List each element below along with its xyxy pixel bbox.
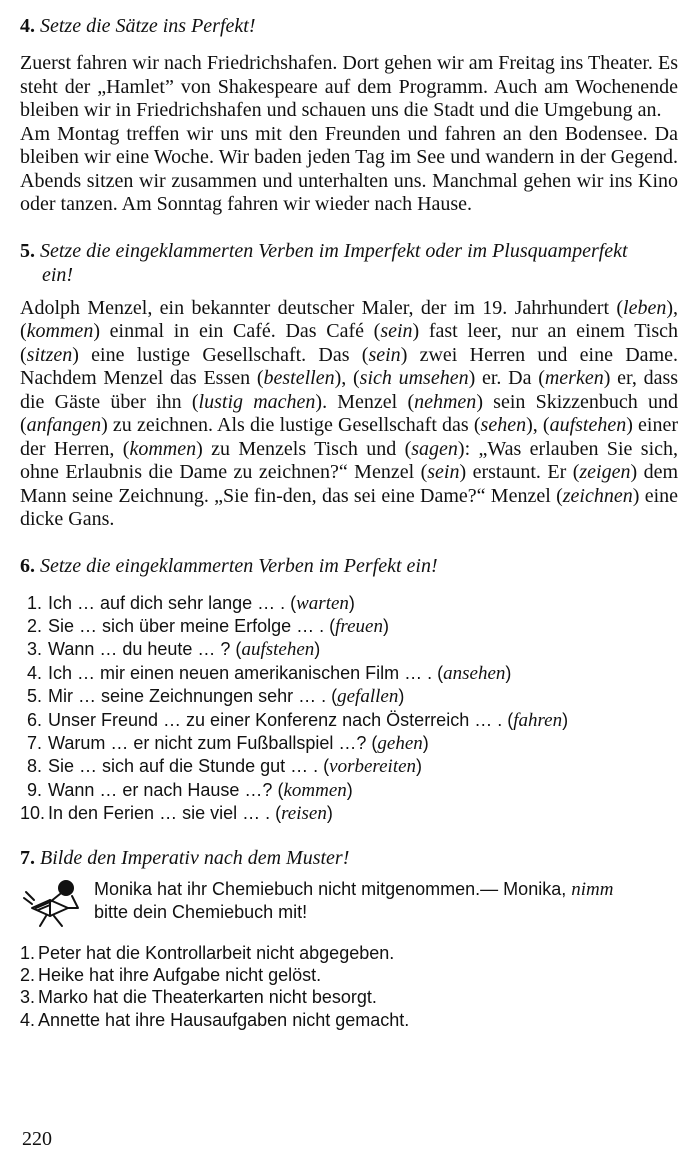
list-item: 4. Ich … mir einen neuen amerikanischen Film … . (ansehen) <box>26 662 512 684</box>
exercise-6 <box>20 554 678 826</box>
exercise-6-title: 6. Setze die eingeklammerten Verben im Perfekt ein! <box>20 554 438 577</box>
exercise-4-paragraph-2: Am Montag treffen wir uns mit den Freunden und fahren an den Bodensee. Da bleiben wir eine Woche. Wir baden jeden Tag im See und wandern in der Gegend. Abends sitzen wir zusammen und unterhalten uns. Manchmal gehen wir ins Kino oder tanzen. Am Sonntag fahren wir wieder nach Hause. <box>20 122 678 215</box>
exercise-6-list <box>20 592 678 826</box>
list-item: 1. Peter hat die Kontrollarbeit nicht abgegeben. <box>20 942 395 963</box>
list-item: 3. Wann … du heute … ? (aufstehen) <box>26 639 321 661</box>
example-text: Monika hat ihr Chemiebuch nicht mitgenommen.— Monika, nimm bitte dein Chemiebuch mit! <box>94 878 614 922</box>
reading-figure-icon <box>20 878 86 928</box>
list-item: 6. Unser Freund … zu einer Konferenz nach Österreich … . (fahren) <box>26 709 569 731</box>
list-item: 8. Sie … sich auf die Stunde gut … . (vorbereiten) <box>26 756 423 778</box>
list-item: 1. Ich … auf dich sehr lange … . (warten) <box>26 592 355 614</box>
exercise-5 <box>20 239 678 532</box>
list-item: 3. Marko hat die Theaterkarten nicht besorgt. <box>20 987 377 1008</box>
exercise-5-text: Adolph Menzel, ein bekannter deutscher Maler, der im 19. Jahrhundert (leben), (kommen) einmal in ein Café. Das Café (sein) fast leer, nur an einem Tisch (sitzen) eine lustige Gesellschaft. Das (sein) zwei Herren und eine Dame. Nachdem Menzel das Essen (bestellen), (sich umsehen) er. Da (merken) er, dass die Gäste über ihn (lustig machen). Menzel (nehmen) sein Skizzenbuch und (anfangen) zu zeichnen. Als die lustige Gesellschaft das (sehen), (aufstehen) einer der Herren, (kommen) zu Menzels Tisch und (sagen): „Was erlauben Sie sich, ohne Erlaubnis die Dame zu zeichnen?“ Menzel (sein) erstaunt. Er (zeigen) dem Mann seine Zeichnung. „Sie fin-den, das sei eine Dame?“ Menzel (zeichnen) eine dicke Gans. <box>20 296 679 530</box>
page-number: 220 <box>22 1128 52 1150</box>
list-item: 2. Heike hat ihre Aufgabe nicht gelöst. <box>20 964 322 985</box>
exercise-7-list <box>20 942 678 1032</box>
example-muster <box>20 878 678 928</box>
list-item: 5. Mir … seine Zeichnungen sehr … . (gefallen) <box>26 686 405 708</box>
exercise-4-title: 4. Setze die Sätze ins Perfekt! <box>20 15 256 37</box>
list-item: 7. Warum … er nicht zum Fußballspiel …? (gehen) <box>26 732 429 754</box>
exercise-7 <box>20 846 678 1032</box>
list-item: 2. Sie … sich über meine Erfolge … . (freuen) <box>26 615 389 637</box>
exercise-5-title: 5. Setze die eingeklammerten Verben im Imperfekt oder im Plusquamperfekt ein! <box>20 239 628 286</box>
exercise-4-paragraph-1: Zuerst fahren wir nach Friedrichshafen. Dort gehen wir am Freitag ins Theater. Es steht der „Hamlet” von Shakespeare auf dem Programm. Auch am Wochenende bleiben wir in Friedrichshafen und schauen uns die Stadt und die Umgebung an. <box>20 52 678 121</box>
exercise-7-title: 7. Bilde den Imperativ nach dem Muster! <box>20 846 350 869</box>
list-item: 9. Wann … er nach Hause …? (kommen) <box>26 779 353 801</box>
list-item: 10. In den Ferien … sie viel … . (reisen) <box>20 803 333 825</box>
exercise-4 <box>20 14 678 217</box>
list-item: 4. Annette hat ihre Hausaufgaben nicht gemacht. <box>20 1009 410 1030</box>
